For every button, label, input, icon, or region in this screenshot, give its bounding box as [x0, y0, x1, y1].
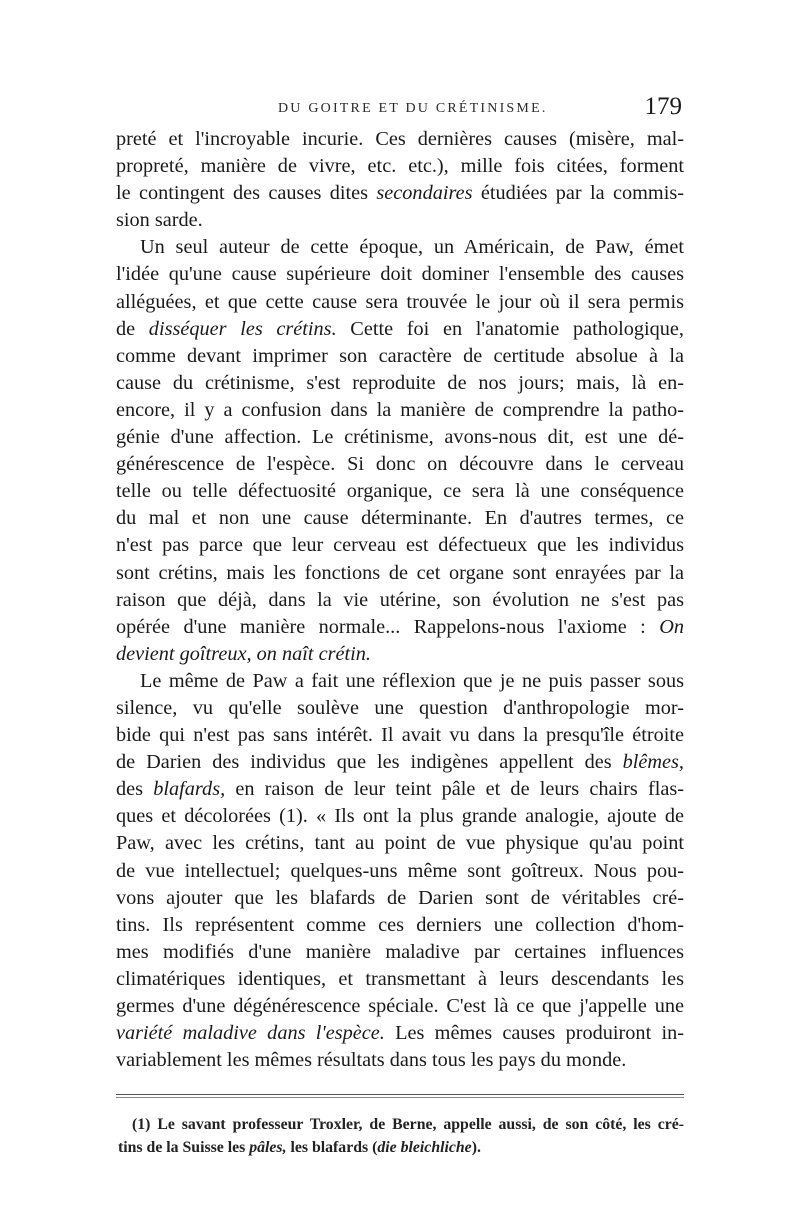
text-line: ques et décolorées (1). « Ils ont la plus grande analogie, ajoute de — [116, 805, 684, 828]
running-head — [118, 93, 684, 127]
text-line: telle ou telle défectuosité organique, ce sera là une conséquence — [116, 480, 684, 503]
text-line: Un seul auteur de cette époque, un Américain, de Paw, émet — [140, 236, 684, 259]
text-line: du mal et non une cause déterminante. En d'autres termes, ce — [116, 507, 684, 530]
text-line: générescence de l'espèce. Si donc on découvre dans le cerveau — [116, 453, 684, 476]
body-text — [116, 126, 684, 1074]
text-line: de vue intellectuel; quelques-uns même sont goîtreux. Nous pou- — [116, 859, 684, 882]
text-line: opérée d'une manière normale... Rappelons-nous l'axiome : On — [116, 615, 684, 638]
running-title: DU GOITRE ET DU CRÉTINISME. — [278, 101, 548, 116]
text-line: de disséquer les crétins. Cette foi en l'anatomie pathologique, — [116, 317, 684, 340]
text-line: cause du crétinisme, s'est reproduite de nos jours; mais, là en- — [116, 371, 684, 394]
text-line: l'idée qu'une cause supérieure doit dominer l'ensemble des causes — [116, 263, 684, 286]
text-line: encore, il y a confusion dans la manière de comprendre la patho- — [116, 398, 684, 421]
footnote-divider — [116, 1094, 684, 1095]
text-line: bide qui n'est pas sans intérêt. Il avait vu dans la presqu'île étroite — [116, 724, 684, 747]
text-line: Le même de Paw a fait une réflexion que je ne puis passer sous — [140, 669, 684, 692]
text-line: n'est pas parce que leur cerveau est défectueux que les individus — [116, 534, 684, 557]
text-line: germes d'une dégénérescence spéciale. C'est là ce que j'appelle une — [116, 995, 684, 1017]
text-line: sion sarde. — [116, 209, 203, 232]
text-line: tins. Ils représentent comme ces derniers une collection d'hom- — [116, 913, 684, 936]
text-line: silence, vu qu'elle soulève une question d'anthropologie mor- — [116, 696, 684, 719]
text-line: mes modifiés d'une manière maladive par certaines influences — [116, 940, 684, 963]
text-line: propreté, manière de vivre, etc. etc.), mille fois citées, forment — [116, 155, 684, 178]
footnote — [118, 1113, 684, 1159]
text-line: preté et l'incroyable incurie. Ces dernières causes (misère, mal- — [116, 128, 684, 150]
text-line: variablement les mêmes résultats dans tous les pays du monde. — [116, 1049, 627, 1072]
footnote-line: tins de la Suisse les pâles, les blafards (die bleichliche). — [118, 1139, 481, 1156]
text-line: le contingent des causes dites secondaires étudiées par la commis- — [116, 182, 684, 205]
text-line: Paw, avec les crétins, tant au point de vue physique qu'au point — [116, 832, 684, 855]
text-line: sont crétins, mais les fonctions de cet organe sont enrayées par la — [116, 561, 684, 584]
text-line: devient goîtreux, on naît crétin. — [116, 642, 371, 665]
footnote-divider — [116, 1097, 684, 1098]
footnote-line: (1) Le savant professeur Troxler, de Berne, appelle aussi, de son côté, les cré- — [132, 1116, 684, 1133]
page-number: 179 — [644, 93, 682, 120]
text-line: climatériques identiques, et transmettant à leurs descendants les — [116, 967, 684, 990]
text-line: comme devant imprimer son caractère de certitude absolue à la — [116, 344, 684, 367]
text-line: variété maladive dans l'espèce. Les mêmes causes produiront in- — [116, 1022, 684, 1045]
text-line: alléguées, et que cette cause sera trouvée le jour où il sera permis — [116, 290, 684, 313]
text-line: vons ajouter que les blafards de Darien sont de véritables cré- — [116, 886, 684, 909]
text-line: de Darien des individus que les indigènes appellent des blêmes, — [116, 751, 684, 774]
text-line: des blafards, en raison de leur teint pâle et de leurs chairs flas- — [116, 778, 684, 801]
text-line: raison que déjà, dans la vie utérine, son évolution ne s'est pas — [116, 588, 684, 611]
text-line: génie d'une affection. Le crétinisme, avons-nous dit, est une dé- — [116, 426, 684, 449]
